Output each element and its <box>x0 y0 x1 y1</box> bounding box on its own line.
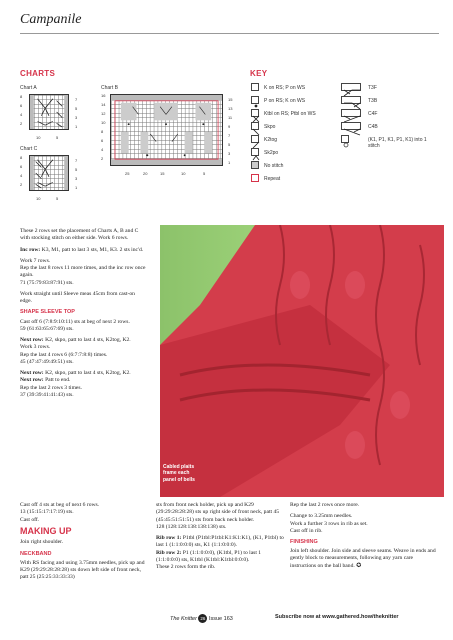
chart-a-grid <box>29 94 69 130</box>
chart-a-label: Chart A <box>20 85 37 91</box>
caret-square-icon <box>251 148 259 156</box>
t3f-icon <box>341 83 361 91</box>
paragraph: Rep the last 2 rows 3 times. <box>20 384 82 391</box>
row-text: P1tbl (P1tbl:P1tbl:K1:K1:K1), (K1, P1tbl) to last 1 (1:1:0:0:0) sts, K1 (1:1:0:0:0). <box>156 535 284 549</box>
chart-a-row-number: 6 <box>20 103 23 108</box>
paragraph: Cast off in rib. <box>290 527 323 534</box>
paragraph: Cast off. <box>20 516 40 523</box>
row-label: Rib row 2: <box>156 549 182 556</box>
chart-b-row-number: 15 <box>228 97 233 102</box>
chart-c-col-number: 10 <box>36 196 41 201</box>
backslash-square-icon <box>251 122 259 130</box>
chart-a-col-number: 10 <box>36 135 41 140</box>
chart-a-row-number: 2 <box>20 121 23 126</box>
chart-b-row-number: 4 <box>101 147 104 152</box>
row-label: Next row: <box>20 370 44 377</box>
paragraph: Work straight until Sleeve meas 45cm from cast-on edge. <box>20 290 135 305</box>
charts-heading: CHARTS <box>20 69 56 78</box>
dot-square-icon <box>251 96 259 104</box>
chart-b-col-number: 15 <box>160 171 165 176</box>
inc-row <box>20 247 148 254</box>
paragraph: sts from front neck holder, pick up and K29 (29:29:28:28:28) sts up right side of front neck, patt 45 (45:45:51:51:51) sts from back neck holder. <box>156 502 280 523</box>
rib-row-1 <box>156 535 284 550</box>
chart-b-row-number: 12 <box>101 111 106 116</box>
bobble-icon <box>341 135 349 143</box>
row-label: Next row: <box>20 377 44 384</box>
c4f-icon <box>341 109 361 117</box>
chart-a-row-number: 8 <box>20 94 23 99</box>
row-text: Patt to end. <box>43 377 71 384</box>
chart-c-row-number: 3 <box>75 176 78 181</box>
chart-b-row-number: 14 <box>101 102 106 107</box>
chart-b-col-number: 20 <box>143 171 148 176</box>
red-outline-square-icon <box>251 174 259 182</box>
paragraph: Rep the last 4 rows 6 (6:7:7:8:8) times. <box>20 351 108 358</box>
chart-b-row-number: 3 <box>228 151 231 156</box>
chart-b-col-number: 25 <box>125 171 130 176</box>
chart-b-row-number: 13 <box>228 106 233 111</box>
shape-sleeve-top-heading: SHAPE SLEEVE TOP <box>20 309 75 316</box>
chart-c-row-number: 8 <box>20 155 23 160</box>
chart-a-row-number: 4 <box>20 112 23 117</box>
row-text: K3, M1, patt to last 3 sts, M1, K3. 2 sts inc'd. <box>40 246 144 253</box>
chart-b-label: Chart B <box>101 85 118 91</box>
title-divider <box>20 33 439 34</box>
magazine-name: The Knitter <box>170 615 197 622</box>
chart-b-row-number: 9 <box>228 124 231 129</box>
row-label: Inc row: <box>20 246 41 253</box>
chart-b-row-number: 6 <box>101 138 104 143</box>
finishing-paragraph <box>290 548 438 570</box>
photo-caption <box>163 464 195 483</box>
key-item-label: No stitch <box>264 163 284 169</box>
next-row <box>20 370 148 377</box>
key-item-label: P on RS; K on WS <box>264 98 306 104</box>
subscribe-link[interactable]: www.gathered.how/theknitter <box>322 614 399 620</box>
chart-c-grid <box>29 155 69 191</box>
finishing-text: Join left shoulder. Join side and sleeve seams. Weave in ends and gently block to measurements, following any yarn care instructions on the ball band. <box>290 548 436 569</box>
key-item-label: Repeat <box>264 176 281 182</box>
next-row <box>20 337 148 344</box>
instructions-column-1 <box>20 228 148 403</box>
grey-square-icon <box>251 161 259 169</box>
paragraph: 71 (75:79:83:87:91) sts. <box>20 279 74 286</box>
key-cable-label: C4B <box>368 124 378 130</box>
finishing-heading: FINISHING <box>290 539 318 546</box>
paragraph: These 2 rows set the placement of Charts A, B and C with stocking stitch on either side. Work 6 rows. <box>20 228 139 242</box>
key-heading: KEY <box>250 69 268 78</box>
paragraph: 37 (39:39:41:41:43) sts. <box>20 391 74 398</box>
neckband-heading: NECKBAND <box>20 550 52 557</box>
key-cable-label: T3F <box>368 85 377 91</box>
chart-b-row-number: 1 <box>228 160 231 165</box>
chart-a-row-number: 1 <box>75 124 78 129</box>
paragraph: 13 (15:15:17:17:19) sts. <box>20 509 74 516</box>
page-title: Campanile <box>20 12 82 27</box>
footer-subscribe <box>275 614 399 620</box>
paragraph: With RS facing and using 3.75mm needles, pick up and K29 (29:29:28:28:28) sts down left side of front neck, patt 25 (25:25:33:33:33) <box>20 559 145 581</box>
chart-c-row-number: 1 <box>75 185 78 190</box>
chart-b-grid <box>110 94 223 166</box>
chart-c-label: Chart C <box>20 146 38 152</box>
rib-row-2 <box>156 550 284 565</box>
chart-c-row-number: 6 <box>20 164 23 169</box>
row-label: Rib row 1: <box>156 535 182 542</box>
chart-b-col-number: 5 <box>203 171 206 176</box>
paragraph: 59 (61:63:65:67:69) sts. <box>20 325 74 332</box>
row-label: Next row: <box>20 337 44 344</box>
chart-c-row-number: 2 <box>20 182 23 187</box>
paragraph: Work 3 rows. <box>20 344 51 351</box>
chart-a-row-number: 5 <box>75 106 78 111</box>
chart-c-col-number: 5 <box>56 196 59 201</box>
paragraph: Work 7 rows. <box>20 257 51 264</box>
chart-b-row-number: 5 <box>228 142 231 147</box>
row-text: K2, skpo, patt to last 4 sts, K2tog, K2. <box>43 337 131 344</box>
paragraph: 45 (47:47:49:49:51) sts. <box>20 358 74 365</box>
c4b-icon <box>341 122 361 130</box>
chart-c-row-number: 7 <box>75 158 78 163</box>
footer-magazine <box>170 614 233 623</box>
key-cable-label: T3B <box>368 98 378 104</box>
chart-c-row-number: 5 <box>75 167 78 172</box>
paragraph: Change to 3.25mm needles. <box>290 513 353 520</box>
key-item-label: K on RS; P on WS <box>264 85 306 91</box>
instructions-column-2 <box>156 502 284 571</box>
caption-line: panel of bells <box>163 476 195 483</box>
cross-square-icon <box>251 109 259 117</box>
sweater-photo <box>160 225 444 497</box>
instructions-column-1-bottom <box>20 502 148 582</box>
paragraph: Rep the last 2 rows once more. <box>290 502 360 508</box>
caption-line: frame each <box>163 470 190 477</box>
chart-b-row-number: 16 <box>101 93 106 98</box>
instructions-column-3 <box>290 502 438 571</box>
paragraph: Cast off 4 sts at beg of next 6 rows. <box>20 502 100 508</box>
chart-b-row-number: 7 <box>228 133 231 138</box>
chart-a-row-number: 7 <box>75 97 78 102</box>
paragraph: Rep the last 8 rows 11 more times, and the inc row once again. <box>20 265 146 279</box>
key-item-label: Sk2po <box>264 150 279 156</box>
making-up-heading: MAKING UP <box>20 525 72 536</box>
t3b-icon <box>341 96 361 104</box>
key-cable-label: C4F <box>368 111 378 117</box>
slash-square-icon <box>251 135 259 143</box>
key-item-label: Skpo <box>264 124 276 130</box>
key-item-label: K2tog <box>264 137 278 143</box>
subscribe-label: Subscribe now at <box>275 614 321 620</box>
paragraph: Work a further 3 rows in rib as set. <box>290 520 368 527</box>
chart-b-row-number: 8 <box>101 129 104 134</box>
row-text: P1 (1:1:0:0:0), (K1tbl, P1) to last 1 (1:1:0:0:0) sts, K1tbl (K1tbl:K1tbl:0:0:0). <box>156 549 262 563</box>
issue-number: Issue 163 <box>208 615 233 622</box>
caption-line: Cabled plaits <box>163 464 195 470</box>
row-text: K2, skpo, patt to last 4 sts, K2tog, K2. <box>43 370 131 377</box>
chart-a-col-number: 5 <box>56 135 59 140</box>
chart-c-row-number: 4 <box>20 173 23 178</box>
chart-a-row-number: 3 <box>75 115 78 120</box>
key-item-label: Ktbl on RS; Ptbl on WS <box>264 111 316 117</box>
blank-square-icon <box>251 83 259 91</box>
key-cable-label: (K1, P1, K1, P1, K1) into 1 stitch <box>368 137 427 149</box>
next-row <box>20 377 148 384</box>
chart-b-col-number: 10 <box>181 171 186 176</box>
end-mark-icon: ✪ <box>356 562 362 569</box>
paragraph: 128 (128:128:138:138:138) sts. <box>156 523 227 530</box>
chart-b-row-number: 11 <box>228 115 233 120</box>
paragraph: These 2 rows form the rib. <box>156 564 216 571</box>
chart-b-row-number: 2 <box>101 156 104 161</box>
page-number: 26 <box>200 616 206 621</box>
chart-b-row-number: 10 <box>101 120 106 125</box>
paragraph: Join right shoulder. <box>20 539 64 546</box>
paragraph: Cast off 6 (7:8:9:10:11) sts at beg of next 2 rows. <box>20 318 130 325</box>
